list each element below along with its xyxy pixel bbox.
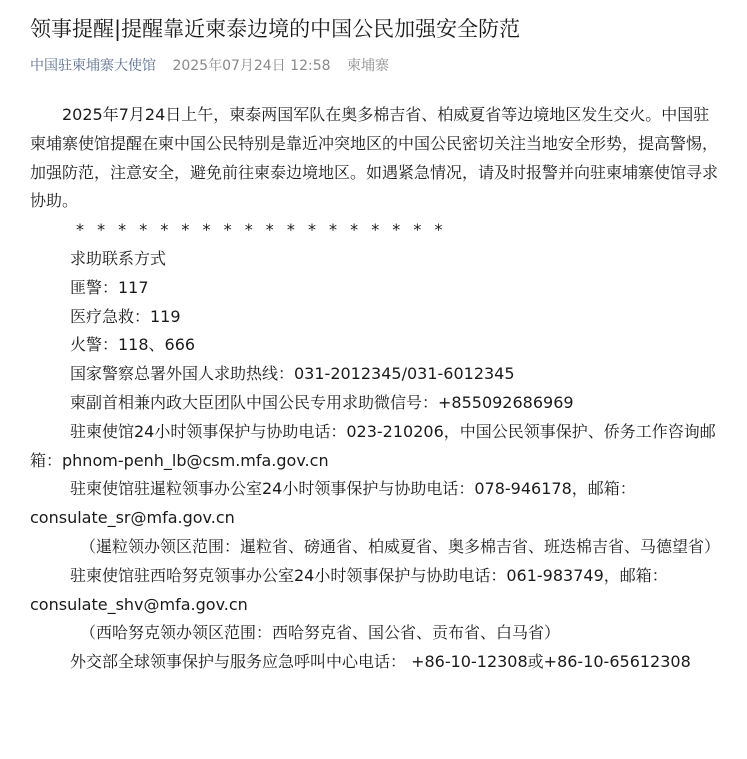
global-consular-hotline: 外交部全球领事保护与服务应急呼叫中心电话： +86-10-12308或+86-10-65612308	[70, 652, 691, 672]
fire-number: 火警：118、666	[70, 335, 196, 355]
siem-reap-office-hotline: 驻柬使馆驻暹粒领事办公室24小时领事保护与协助电话：078-946178，邮箱：consulate_sr@mfa.gov.cn	[30, 479, 636, 528]
sihanoukville-scope: （西哈努克领办领区范围：西哈努克省、国公省、贡布省、白马省）	[80, 623, 561, 643]
contacts-heading: 求助联系方式	[70, 248, 167, 268]
article-meta	[30, 56, 723, 76]
publish-date: 2025年07月24日 12:58	[172, 58, 331, 74]
wechat-help-id: 柬副首相兼内政大臣团队中国公民专用求助微信号：+855092686969	[70, 392, 574, 412]
medical-number: 医疗急救：119	[70, 306, 181, 326]
intro-paragraph: 2025年7月24日上午，柬泰两国军队在奥多棉吉省、柏威夏省等边境地区发生交火。中国驻柬埔寨使馆提醒在柬中国公民特别是靠近冲突地区的中国公民密切关注当地安全形势，提高警惕，加强防范，注意安全，避免前往柬泰边境地区。如遇紧急情况，请及时报警并向驻柬埔寨使馆寻求协助。	[30, 105, 719, 211]
police-number: 匪警：117	[70, 277, 149, 297]
publish-location: 柬埔寨	[346, 58, 389, 74]
account-name-link[interactable]: 中国驻柬埔寨大使馆	[30, 58, 156, 74]
embassy-hotline: 驻柬使馆24小时领事保护与协助电话：023-210206，中国公民领事保护、侨务工作咨询邮箱：phnom-penh_lb@csm.mfa.gov.cn	[30, 421, 716, 470]
sihanoukville-office-hotline: 驻柬使馆驻西哈努克领事办公室24小时领事保护与协助电话：061-983749，邮箱：consulate_shv@mfa.gov.cn	[30, 565, 668, 614]
siem-reap-scope: （暹粒领办领区范围：暹粒省、磅通省、柏威夏省、奥多棉吉省、班迭棉吉省、马德望省）	[80, 536, 721, 556]
national-police-hotline: 国家警察总署外国人求助热线：031-2012345/031-6012345	[70, 364, 515, 384]
article-title: 领事提醒|提醒靠近柬泰边境的中国公民加强安全防范	[30, 17, 521, 41]
article-body	[30, 101, 723, 677]
separator-stars: * * * * * * * * * * * * * * * * * *	[76, 220, 447, 240]
